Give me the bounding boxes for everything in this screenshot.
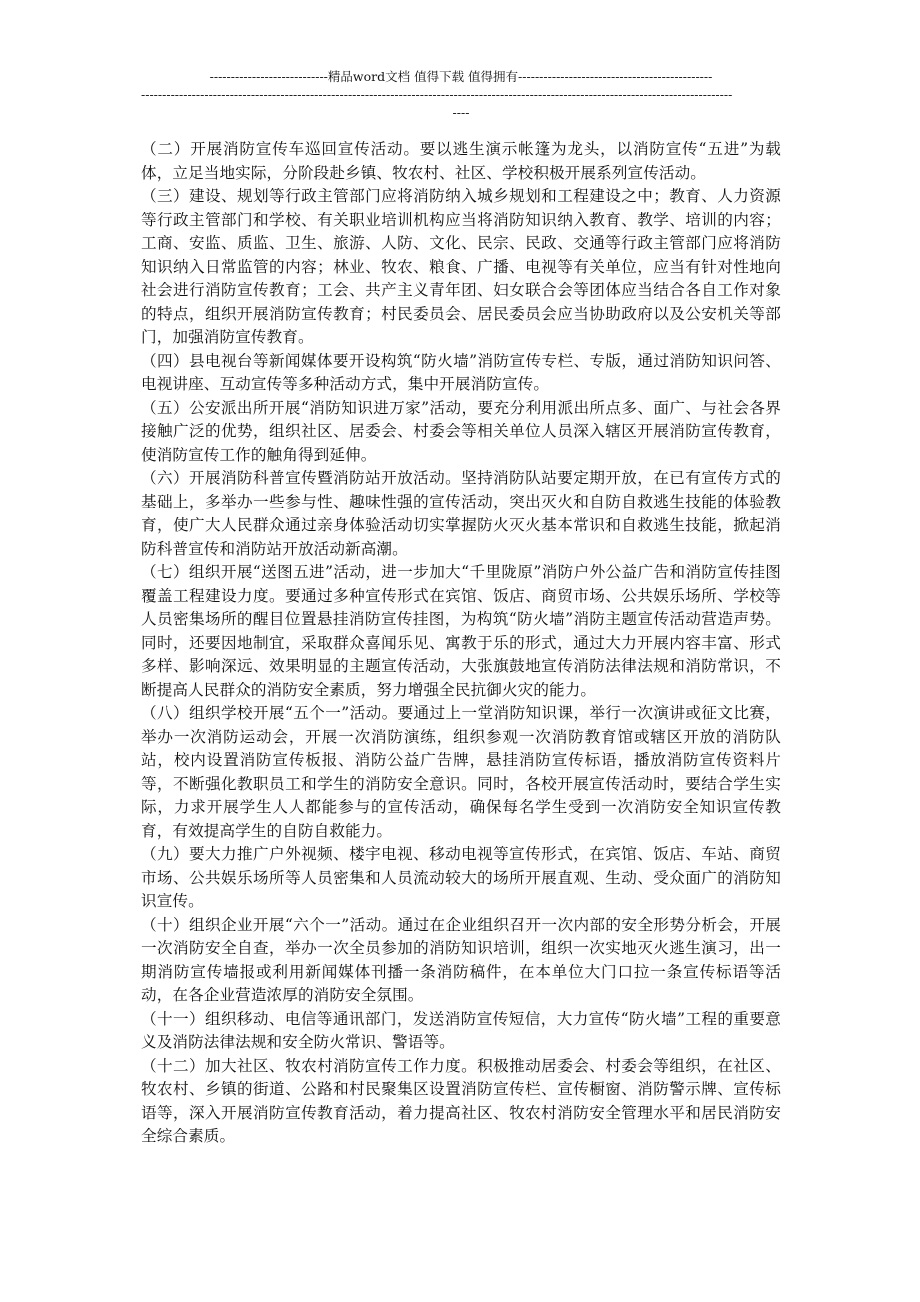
page-header	[141, 68, 781, 122]
paragraph-2: （二）开展消防宣传车巡回宣传活动。要以逃生演示帐篷为龙头，以消防宣传“五进”为载体，立足当地实际，分阶段赴乡镇、牧农村、社区、学校积极开展系列宣传活动。	[141, 140, 781, 182]
paragraph-4: （四）县电视台等新闻媒体要开设构筑“防火墙”消防宣传专栏、专版，通过消防知识问答、电视讲座、互动宣传等多种活动方式，集中开展消防宣传。	[141, 351, 781, 393]
document-body	[141, 138, 781, 1149]
paragraph-11: （十一）组织移动、电信等通讯部门，发送消防宣传短信，大力宣传“防火墙”工程的重要意义及消防法律法规和安全防火常识、警语等。	[141, 1009, 781, 1051]
paragraph-9: （九）要大力推广户外视频、楼宇电视、移动电视等宣传形式，在宾馆、饭店、车站、商贸市场、公共娱乐场所等人员密集和人员流动较大的场所开展直观、生动、受众面广的消防知识宣传。	[141, 845, 781, 910]
paragraph-12: （十二）加大社区、牧农村消防宣传工作力度。积极推动居委会、村委会等组织，在社区、牧农村、乡镇的街道、公路和村民聚集区设置消防宣传栏、宣传橱窗、消防警示牌、宣传标语等，深入开展消防宣传教育活动，着力提高社区、牧农村消防安全管理水平和居民消防安全综合素质。	[141, 1056, 781, 1145]
paragraph-8: （八）组织学校开展“五个一”活动。要通过上一堂消防知识课，举行一次演讲或征文比赛，举办一次消防运动会，开展一次消防演练，组织参观一次消防教育馆或辖区开放的消防队站，校内设置消防宣传板报、消防公益广告牌，悬挂消防宣传标语，播放消防宣传资料片等，不断强化教职员工和学生的消防安全意识。同时，各校开展宣传活动时，要结合学生实际，力求开展学生人人都能参与的宣传活动，确保每名学生受到一次消防安全知识宣传教育，有效提高学生的自防自救能力。	[141, 704, 781, 840]
paragraph-6: （六）开展消防科普宣传暨消防站开放活动。坚持消防队站要定期开放，在已有宣传方式的基础上，多举办一些参与性、趣味性强的宣传活动，突出灭火和自防自救逃生技能的体验教育，使广大人民群众通过亲身体验活动切实掌握防火灭火基本常识和自救逃生技能，掀起消防科普宣传和消防站开放活动新高潮。	[141, 469, 781, 558]
header-banner-text: ----------------------------精品word文档 值得下载 值得拥有----------------------------------------------	[209, 69, 713, 84]
paragraph-10: （十）组织企业开展“六个一”活动。通过在企业组织召开一次内部的安全形势分析会，开展一次消防安全自查，举办一次全员参加的消防知识培训，组织一次实地灭火逃生演习，出一期消防宣传墙报或利用新闻媒体刊播一条消防稿件，在本单位大门口拉一条宣传标语等活动，在各企业营造浓厚的消防安全氛围。	[141, 915, 781, 1004]
paragraph-7: （七）组织开展“送图五进”活动，进一步加大“千里陇原”消防户外公益广告和消防宣传挂图覆盖工程建设力度。要通过多种宣传形式在宾馆、饭店、商贸市场、公共娱乐场所、学校等人员密集场所的醒目位置悬挂消防宣传挂图，为构筑“防火墙”消防主题宣传活动营造声势。同时，还要因地制宜，采取群众喜闻乐见、寓教于乐的形式，通过大力开展内容丰富、形式多样、影响深远、效果明显的主题宣传活动，大张旗鼓地宣传消防法律法规和消防常识，不断提高人民群众的消防安全素质，努力增强全民抗御火灾的能力。	[141, 563, 781, 699]
header-divider-tail: ----	[452, 105, 470, 120]
header-divider: --------------------------------------------------------------------------------------------------------------------------------------------	[141, 87, 733, 102]
paragraph-3: （三）建设、规划等行政主管部门应将消防纳入城乡规划和工程建设之中；教育、人力资源等行政主管部门和学校、有关职业培训机构应当将消防知识纳入教育、教学、培训的内容；工商、安监、质监、卫生、旅游、人防、文化、民宗、民政、交通等行政主管部门应将消防知识纳入日常监管的内容；林业、牧农、粮食、广播、电视等有关单位，应当有针对性地向社会进行消防宣传教育；工会、共产主义青年团、妇女联合会等团体应当结合各自工作对象的特点，组织开展消防宣传教育；村民委员会、居民委员会应当协助政府以及公安机关等部门，加强消防宣传教育。	[141, 187, 781, 346]
paragraph-5: （五）公安派出所开展“消防知识进万家”活动，要充分利用派出所点多、面广、与社会各界接触广泛的优势，组织社区、居委会、村委会等相关单位人员深入辖区开展消防宣传教育，使消防宣传工作的触角得到延伸。	[141, 398, 781, 464]
